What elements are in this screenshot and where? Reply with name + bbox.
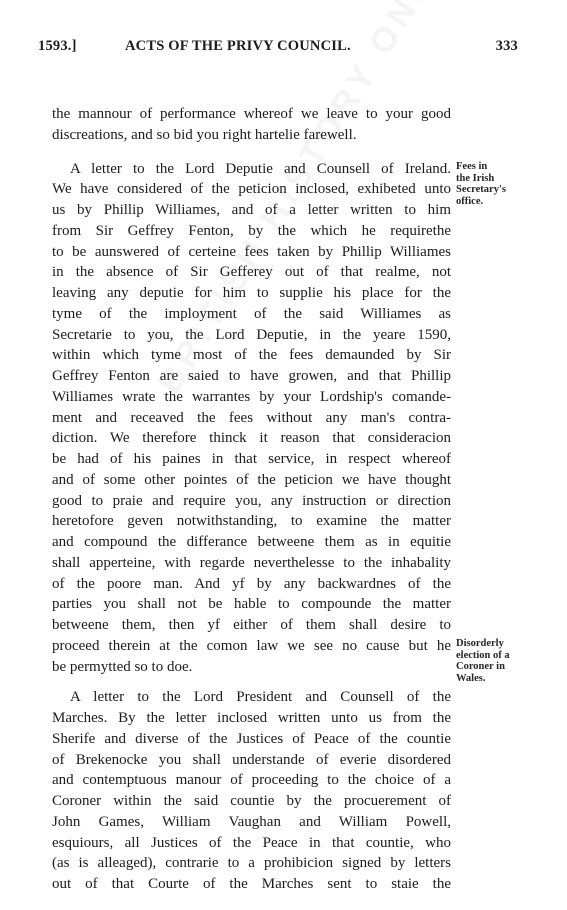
text-line: esquiours, all Justices of the Peace in that countie, who — [52, 834, 451, 851]
page-number: 333 — [495, 38, 518, 54]
margin-note-line: election of a — [456, 649, 510, 661]
header-title: ACTS OF THE PRIVY COUNCIL. — [125, 38, 351, 54]
text-line: (as is alleaged), contrarie to a prohibicion signed by letters — [52, 855, 451, 872]
text-line: Geffrey Fenton are saied to have growen, and that Phillip — [52, 368, 451, 384]
paragraph-1 — [52, 104, 451, 146]
text-line: out of that Courte of the Marches sent to staie the — [52, 876, 451, 892]
margin-note-line: Coroner in — [456, 661, 505, 672]
margin-note-coroner — [456, 638, 548, 684]
margin-note-line: Wales. — [456, 672, 486, 684]
text-line: shall apperteine, with regarde neverthelesse to the inhabality — [52, 554, 451, 571]
text-line: Marches. By the letter inclosed written unto us from the — [52, 710, 451, 726]
text-line: Sherife and diverse of the Justices of Peace of the countie — [52, 730, 451, 747]
text-line: be had of his paines in that service, in respect whereof — [52, 451, 451, 467]
running-header — [38, 38, 518, 62]
text-line: leaving any deputie for him to supplie his place for the — [52, 285, 451, 301]
margin-note-line: Secretary's — [456, 184, 506, 195]
margin-note-line: Fees in — [456, 161, 488, 172]
text-line: proceed therein at the comon law we see no cause but he — [52, 637, 451, 654]
margin-note-line: the Irish — [456, 172, 495, 184]
text-line: and of some other pointes of the peticion we have thought — [52, 471, 451, 488]
text-line: from Sir Geffrey Fenton, by the which he requirethe — [52, 222, 451, 239]
text-line: and contemptuous manour of proceeding to the choice of a — [52, 772, 451, 789]
text-line: Coroner within the said countie by the procuerement of — [52, 793, 451, 809]
text-line: of Brekenocke you shall understande of everie disordered — [52, 751, 451, 768]
text-line: us by Phillip Williames, and of a letter written to him — [52, 202, 451, 218]
text-line: ment and receaved the fees without any man's contra- — [52, 409, 451, 426]
text-line: the mannour of performance whereof we leave to your good — [52, 106, 451, 122]
text-line: and compound the differance betweene them as in equitie — [52, 534, 451, 550]
text-line: be permytted so to doe. — [52, 658, 193, 675]
text-line: heretofore geven notwithstanding, to examine the matter — [52, 513, 451, 530]
text-line: diction. We therefore thinck it reason that consideracion — [52, 430, 451, 447]
text-line: Williames wrate the warrantes by your Lordship's comande- — [52, 388, 451, 405]
text-line: A letter to the Lord President and Counsell of the — [70, 689, 451, 706]
text-line: to be aunswered of certeine fees taken by Phillip Williames — [52, 243, 451, 260]
text-line: We have considered of the peticion inclosed, exhibeted unto — [52, 181, 451, 198]
page-body — [52, 104, 451, 905]
margin-note-line: Disorderly — [456, 638, 504, 649]
text-line: A letter to the Lord Deputie and Counsell of Ireland. — [70, 160, 451, 177]
margin-note-irish-fees — [456, 161, 548, 207]
text-line: tyme of the imployment of the said Williames as — [52, 305, 451, 322]
text-line: John Games, William Vaughan and William Powell, — [52, 813, 451, 830]
header-year: 1593.] — [38, 38, 77, 54]
text-line: of the poore man. And yf by any backwardnes of the — [52, 575, 451, 592]
margin-note-line: office. — [456, 195, 484, 207]
text-line: betweene them, then yf either of them shall desire to — [52, 617, 451, 633]
text-line: parties you shall not be hable to compounde the matter — [52, 596, 451, 613]
text-line: in the absence of Sir Gefferey out of that realme, not — [52, 264, 451, 281]
paragraph-2 — [52, 159, 451, 678]
text-line: discreations, and so bid you right hartelie farewell. — [52, 126, 357, 143]
paragraph-3 — [52, 687, 451, 895]
text-line: good to praie and require you, any instruction or direction — [52, 492, 451, 509]
text-line: Secretarie to you, the Lord Deputie, in the yeare 1590, — [52, 326, 451, 343]
text-line: within which tyme most of the fees demaunded by Sir — [52, 347, 451, 364]
